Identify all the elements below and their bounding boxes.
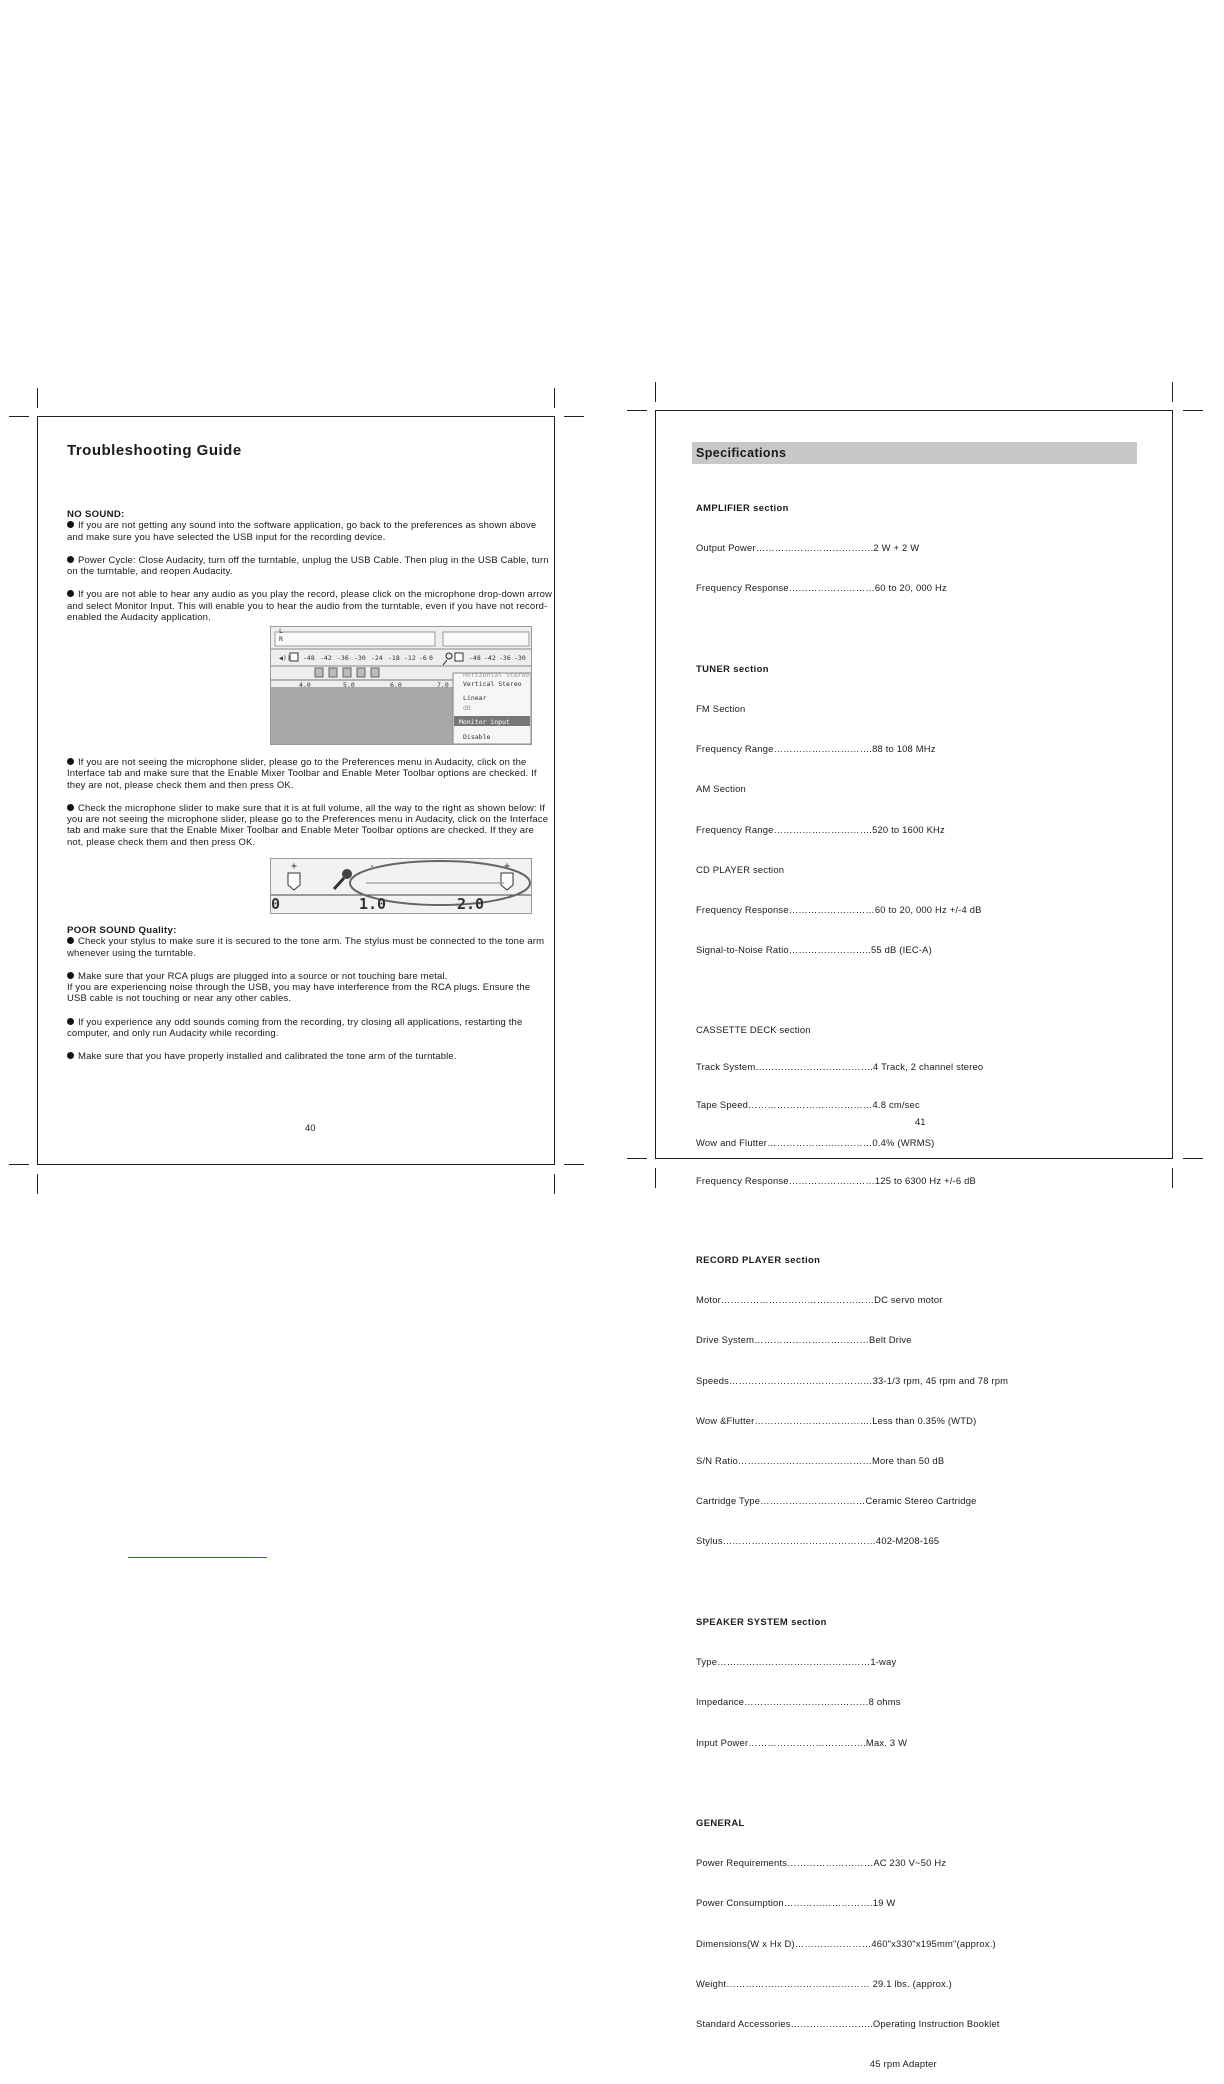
footer-link-underline: [128, 1557, 267, 1558]
slider-minus-label: -: [369, 861, 376, 872]
menu-item-disable[interactable]: Disable: [463, 733, 491, 741]
page-number: 40: [305, 1123, 316, 1134]
ruler-tick: 4.0: [299, 681, 311, 689]
ruler-tick: 5.0: [343, 681, 355, 689]
bullet-icon: [67, 804, 74, 811]
crop-mark: [655, 382, 656, 402]
audacity-meter-screenshot: [270, 626, 532, 745]
crop-mark: [1183, 1158, 1203, 1159]
spec-row: Wow and Flutter……………………………0.4% (WRMS): [696, 1137, 935, 1149]
spec-row: Type…………………………………………1-way: [696, 1656, 897, 1668]
spec-row: Input Power……………………………….Max. 3 W: [696, 1736, 908, 1748]
spec-row: Stylus…………………………………………402-M208-165: [696, 1535, 940, 1547]
no-sound-section: [67, 509, 553, 635]
spec-row: Frequency Response………………………60 to 20, 000 Hz: [696, 582, 947, 594]
spec-row: S/N Ratio……………………………………More than 50 dB: [696, 1454, 945, 1466]
meter-scale-tick: -42: [320, 654, 332, 662]
spec-row: Drive System………………………………Belt Drive: [696, 1334, 912, 1346]
spec-row: Frequency Range………………………….88 to 108 MHz: [696, 743, 936, 755]
meter-scale-tick: 0: [429, 654, 433, 662]
page-title: Troubleshooting Guide: [67, 442, 242, 459]
list-item: If you are not getting any sound into the software application, go back to the preferences as shown above and make sure you have selected the USB input for the recording device.: [67, 520, 537, 543]
spec-row: Output Power……………………………….2 W + 2 W: [696, 542, 920, 554]
spec-row: Impedance…………………………………8 ohms: [696, 1696, 901, 1708]
spec-section-heading: SPEAKER SYSTEM section: [696, 1615, 827, 1627]
bullet-icon: [67, 758, 74, 765]
list-item: If you are not seeing the microphone slider, please go to the Preferences menu in Audacity, click on the Interface tab and make sure that the Enable Mixer Toolbar and Enable Meter Toolbar options are checked. If they are not, please check them and then press OK.: [67, 757, 537, 791]
spec-row: Power Requirements………………………AC 230 V~50 Hz: [696, 1857, 947, 1869]
crop-mark: [1172, 1168, 1173, 1188]
list-item: If you are not able to hear any audio as you play the record, please click on the microphone drop-down arrow and select Monitor Input. This will enable you to hear the audio from the turntable, even if you have not record-enabled the Audacity application.: [67, 589, 553, 624]
list-item: Make sure that your RCA plugs are plugged into a source or not touching bare metal. If you are experiencing noise through the USB, you may have interference from the RCA plugs. Ensure the USB cable is not touching or near any other cables.: [67, 970, 531, 1005]
ruler-label-2: 2.0: [457, 895, 485, 913]
bullet-icon: [67, 937, 74, 944]
spec-row: Cartridge Type……………………………Ceramic Stereo Cartridge: [696, 1495, 977, 1507]
meter-scale-tick: -24: [371, 654, 383, 662]
list-item: Power Cycle: Close Audacity, turn off the turntable, unplug the USB Cable. Then plug in the USB Cable, turn on the turntable, and reopen Audacity.: [67, 554, 549, 578]
spec-row: Frequency Response………………………60 to 20, 000 Hz +/-4 dB: [696, 903, 982, 915]
bullet-icon: [67, 1018, 74, 1025]
spec-row: Track System……………………………….4 Track, 2 channel stereo: [696, 1061, 984, 1073]
crop-mark: [564, 1164, 584, 1165]
meter-scale-tick: -30: [514, 654, 526, 662]
crop-mark: [9, 416, 29, 417]
meter-scale-tick: -6: [419, 654, 427, 662]
meter-right-channel-label: R: [279, 635, 283, 643]
crop-mark: [1172, 382, 1173, 402]
spec-row: FM Section: [696, 702, 746, 714]
speaker-icon: ◀)): [279, 654, 291, 662]
spec-row: Motor…………………………………………DC servo motor: [696, 1294, 943, 1306]
no-sound-heading: NO SOUND:: [67, 509, 125, 520]
crop-mark: [627, 410, 647, 411]
spec-row: Wow &Flutter……………………………….Less than 0.35% (WTD): [696, 1414, 977, 1426]
list-item: If you experience any odd sounds coming from the recording, try closing all applications, restarting the computer, and only run Audacity while recording.: [67, 1016, 523, 1040]
poor-sound-section: [67, 925, 553, 1075]
spec-row: Signal-to-Noise Ratio……………………..55 dB (IEC-A): [696, 944, 932, 956]
spec-row: CD PLAYER section: [696, 863, 785, 875]
crop-mark: [655, 1168, 656, 1188]
spec-row: Tape Speed…………………………………4.8 cm/sec: [696, 1099, 920, 1111]
slider-plus-label: +: [291, 861, 298, 872]
page-title: Specifications: [696, 446, 787, 460]
crop-mark: [627, 1158, 647, 1159]
spec-row: Dimensions(W x Hx D)……………………460"x330"x195mm"(approx.): [696, 1937, 996, 1949]
specifications-list: [696, 474, 1136, 2084]
spec-section-heading: AMPLIFIER section: [696, 501, 789, 513]
meter-scale-tick: -30: [354, 654, 366, 662]
poor-sound-heading: POOR SOUND Quality:: [67, 925, 177, 936]
crop-mark: [37, 1174, 38, 1194]
crop-mark: [37, 388, 38, 408]
list-item: Check your stylus to make sure it is secured to the tone arm. The stylus must be connected to the tone arm whenever using the turntable.: [67, 936, 545, 959]
spec-row: Speeds………………………………………33-1/3 rpm, 45 rpm and 78 rpm: [696, 1374, 1009, 1386]
slider-plus-label: +: [504, 861, 511, 872]
spec-section-heading: RECORD PLAYER section: [696, 1253, 821, 1265]
meter-scale-tick: -36: [499, 654, 511, 662]
meter-scale-tick: -48: [469, 654, 481, 662]
spec-row: Frequency Range………………………….520 to 1600 KHz: [696, 823, 945, 835]
crop-mark: [554, 1174, 555, 1194]
crop-mark: [554, 388, 555, 408]
bullet-icon: [67, 521, 74, 528]
spec-row: Frequency Response………………………125 to 6300 Hz +/-6 dB: [696, 1174, 976, 1186]
meter-scale-tick: -36: [337, 654, 349, 662]
menu-item-linear[interactable]: Linear: [463, 694, 487, 702]
crop-mark: [564, 416, 584, 417]
spec-row: Standard Accessories……………………..Operating Instruction Booklet: [696, 2018, 1000, 2030]
bullet-icon: [67, 556, 74, 563]
spec-section-heading: GENERAL: [696, 1816, 745, 1828]
spec-row: Power Consumption……………………….19 W: [696, 1897, 896, 1909]
list-item: Check the microphone slider to make sure that it is at full volume, all the way to the right as shown below: If you are not seeing the microphone slider, please go to the Preferences menu in Audacity, click on the Interface tab and make sure that the Enable Mixer Toolbar and Enable Meter Toolbar options are checked. If they are not, please check them and then press OK.: [67, 802, 549, 848]
meter-scale-tick: -18: [388, 654, 400, 662]
menu-item-monitor-input[interactable]: Monitor input: [459, 718, 510, 726]
meter-scale-tick: -12: [404, 654, 416, 662]
microphone-slider-screenshot: [270, 858, 532, 914]
spec-row: Weight……………………………………… 29.1 lbs. (approx.): [696, 1977, 952, 1989]
list-item: Make sure that you have properly installed and calibrated the tone arm of the turntable.: [67, 1051, 553, 1062]
bullet-icon: [67, 972, 74, 979]
spec-section-heading: CASSETTE DECK section: [696, 1023, 811, 1035]
menu-item-db[interactable]: dB: [463, 704, 471, 712]
menu-item-horizontal-stereo[interactable]: Horizontal Stereo: [463, 671, 530, 679]
no-sound-section-continued: [67, 757, 553, 860]
bullet-icon: [67, 590, 74, 597]
menu-item-vertical-stereo[interactable]: Vertical Stereo: [463, 680, 522, 688]
spec-section-heading: TUNER section: [696, 662, 769, 674]
bullet-icon: [67, 1052, 74, 1059]
meter-left-channel-label: L: [279, 627, 283, 635]
ruler-label-1: 1.0: [359, 895, 387, 913]
crop-mark: [1183, 410, 1203, 411]
ruler-label-0: 0: [271, 895, 281, 913]
mixer-slider-image: [271, 859, 531, 913]
page-number: 41: [915, 1117, 926, 1128]
meter-scale-tick: -48: [303, 654, 315, 662]
ruler-tick: 7.0: [437, 681, 449, 689]
spec-row: 45 rpm Adapter: [696, 2058, 937, 2070]
crop-mark: [9, 1164, 29, 1165]
spec-row: AM Section: [696, 783, 746, 795]
meter-scale-tick: -42: [484, 654, 496, 662]
ruler-tick: 6.0: [390, 681, 402, 689]
